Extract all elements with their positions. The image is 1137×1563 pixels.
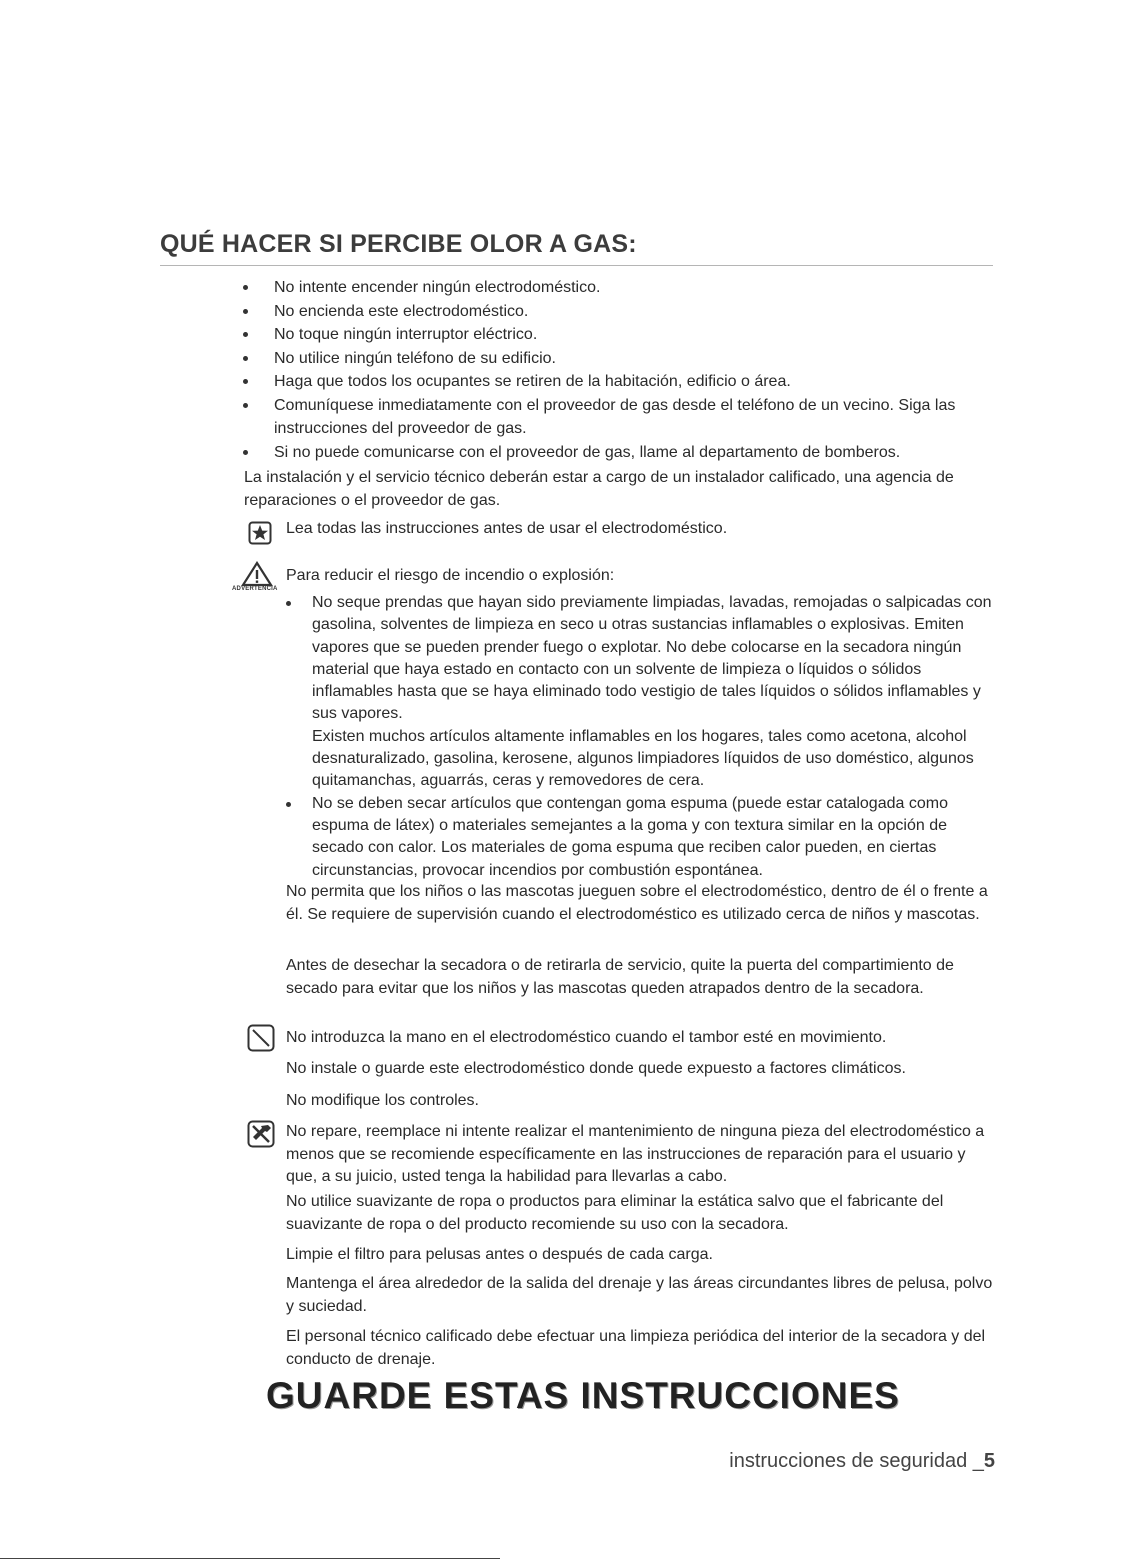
warning-intro: Para reducir el riesgo de incendio o explosión:	[286, 567, 615, 584]
save-instructions-banner: GUARDE ESTAS INSTRUCCIONES	[266, 1375, 900, 1416]
disposal-warning: Antes de desechar la secadora o de retirarla de servicio, quite la puerta del compartimiento de secado para evitar que los niños y las mascotas queden atrapados dentro de la secadora.	[286, 957, 954, 997]
bottom-divider	[0, 1558, 500, 1559]
installation-note: La instalación y el servicio técnico deberán estar a cargo de un instalador calificado, una agencia de reparaciones o el proveedor de gas.	[244, 469, 954, 509]
footer-section: instrucciones de seguridad _	[729, 1450, 984, 1472]
read-instructions-note: Lea todas las instrucciones antes de usar el electrodoméstico.	[286, 520, 728, 537]
children-warning: No permita que los niños o las mascotas jueguen sobre el electrodoméstico, dentro de él o frente a él. Se requiere de supervisión cuando el electrodoméstico es utilizado cerca de niños y mascotas.	[286, 883, 988, 923]
repair-item: No repare, reemplace ni intente realizar el mantenimiento de ninguna pieza del electrodoméstico a menos que se recomiende específicamente en las instrucciones de reparación para el usuario y que, a su juicio, usted tenga la habilidad para llevarlas a cabo.	[286, 1123, 985, 1185]
repair-item: No utilice suavizante de ropa o productos para eliminar la estática salvo que el fabricante del suavizante de ropa o del producto recomiende su uso con la secadora.	[286, 1193, 944, 1233]
warning-bullet-extra: Existen muchos artículos altamente inflamables en los hogares, tales como acetona, alcohol desnaturalizado, gasolina, kerosene, algunos limpiadores líquidos de uso doméstico, algunos quitamanchas, aguarrás, ceras y removedores de cera.	[312, 727, 974, 790]
list-item: Haga que todos los ocupantes se retiren de la habitación, edificio o área.	[274, 370, 999, 394]
list-item: No encienda este electrodoméstico.	[274, 300, 999, 324]
list-item: Si no puede comunicarse con el proveedor de gas, llame al departamento de bomberos.	[274, 441, 999, 465]
heading-divider	[160, 265, 993, 266]
prohibited-item: No introduzca la mano en el electrodoméstico cuando el tambor esté en movimiento.	[286, 1029, 887, 1046]
prohibited-item: No modifique los controles.	[286, 1092, 479, 1109]
star-icon	[248, 521, 272, 550]
repair-item: El personal técnico calificado debe efectuar una limpieza periódica del interior de la secadora y del conducto de drenaje.	[286, 1328, 986, 1368]
list-item: Comuníquese inmediatamente con el proveedor de gas desde el teléfono de un vecino. Siga las instrucciones del proveedor de gas.	[274, 394, 999, 441]
page-number: 5	[983, 1450, 995, 1472]
warning-bullet-text: No seque prendas que hayan sido previamente limpiadas, lavadas, remojadas o salpicadas con gasolina, solventes de limpieza en seco u otras sustancias inflamables o explosivas. Emiten vapores que se pueden prender fuego o explotar. No debe colocarse en la secadora ningún material que haya estado en contacto con un solvente de limpieza o líquidos o sólidos inflamables hasta que se haya eliminado todo vestigio de tales líquidos o sólidos inflamables y sus vapores.	[312, 594, 992, 723]
list-item	[312, 793, 1002, 882]
no-repair-icon	[247, 1120, 275, 1153]
prohibited-item: No instale o guarde este electrodoméstico donde quede expuesto a factores climáticos.	[286, 1060, 906, 1077]
list-item: No utilice ningún teléfono de su edificio.	[274, 347, 999, 371]
list-item: No intente encender ningún electrodoméstico.	[274, 276, 999, 300]
section-heading: QUÉ HACER SI PERCIBE OLOR A GAS:	[160, 230, 637, 258]
repair-item: Limpie el filtro para pelusas antes o después de cada carga.	[286, 1246, 713, 1263]
warning-bullet-text: No se deben secar artículos que contengan goma espuma (puede estar catalogada como espuma de látex) o materiales semejantes a la goma y con textura similar en la opción de secado con calor. Los materiales de goma espuma que reciben calor pueden, en ciertas circunstancias, provocar incendios por combustión espontánea.	[312, 794, 948, 879]
repair-item: Mantenga el área alrededor de la salida del drenaje y las áreas circundantes libres de pelusa, polvo y suciedad.	[286, 1275, 993, 1315]
warning-label: ADVERTENCIA	[232, 586, 278, 592]
gas-bullet-list	[274, 276, 999, 464]
page-footer	[729, 1450, 995, 1473]
warning-bullet-list	[312, 592, 1002, 882]
list-item	[312, 592, 1002, 793]
prohibited-icon	[247, 1024, 275, 1057]
list-item: No toque ningún interruptor eléctrico.	[274, 323, 999, 347]
